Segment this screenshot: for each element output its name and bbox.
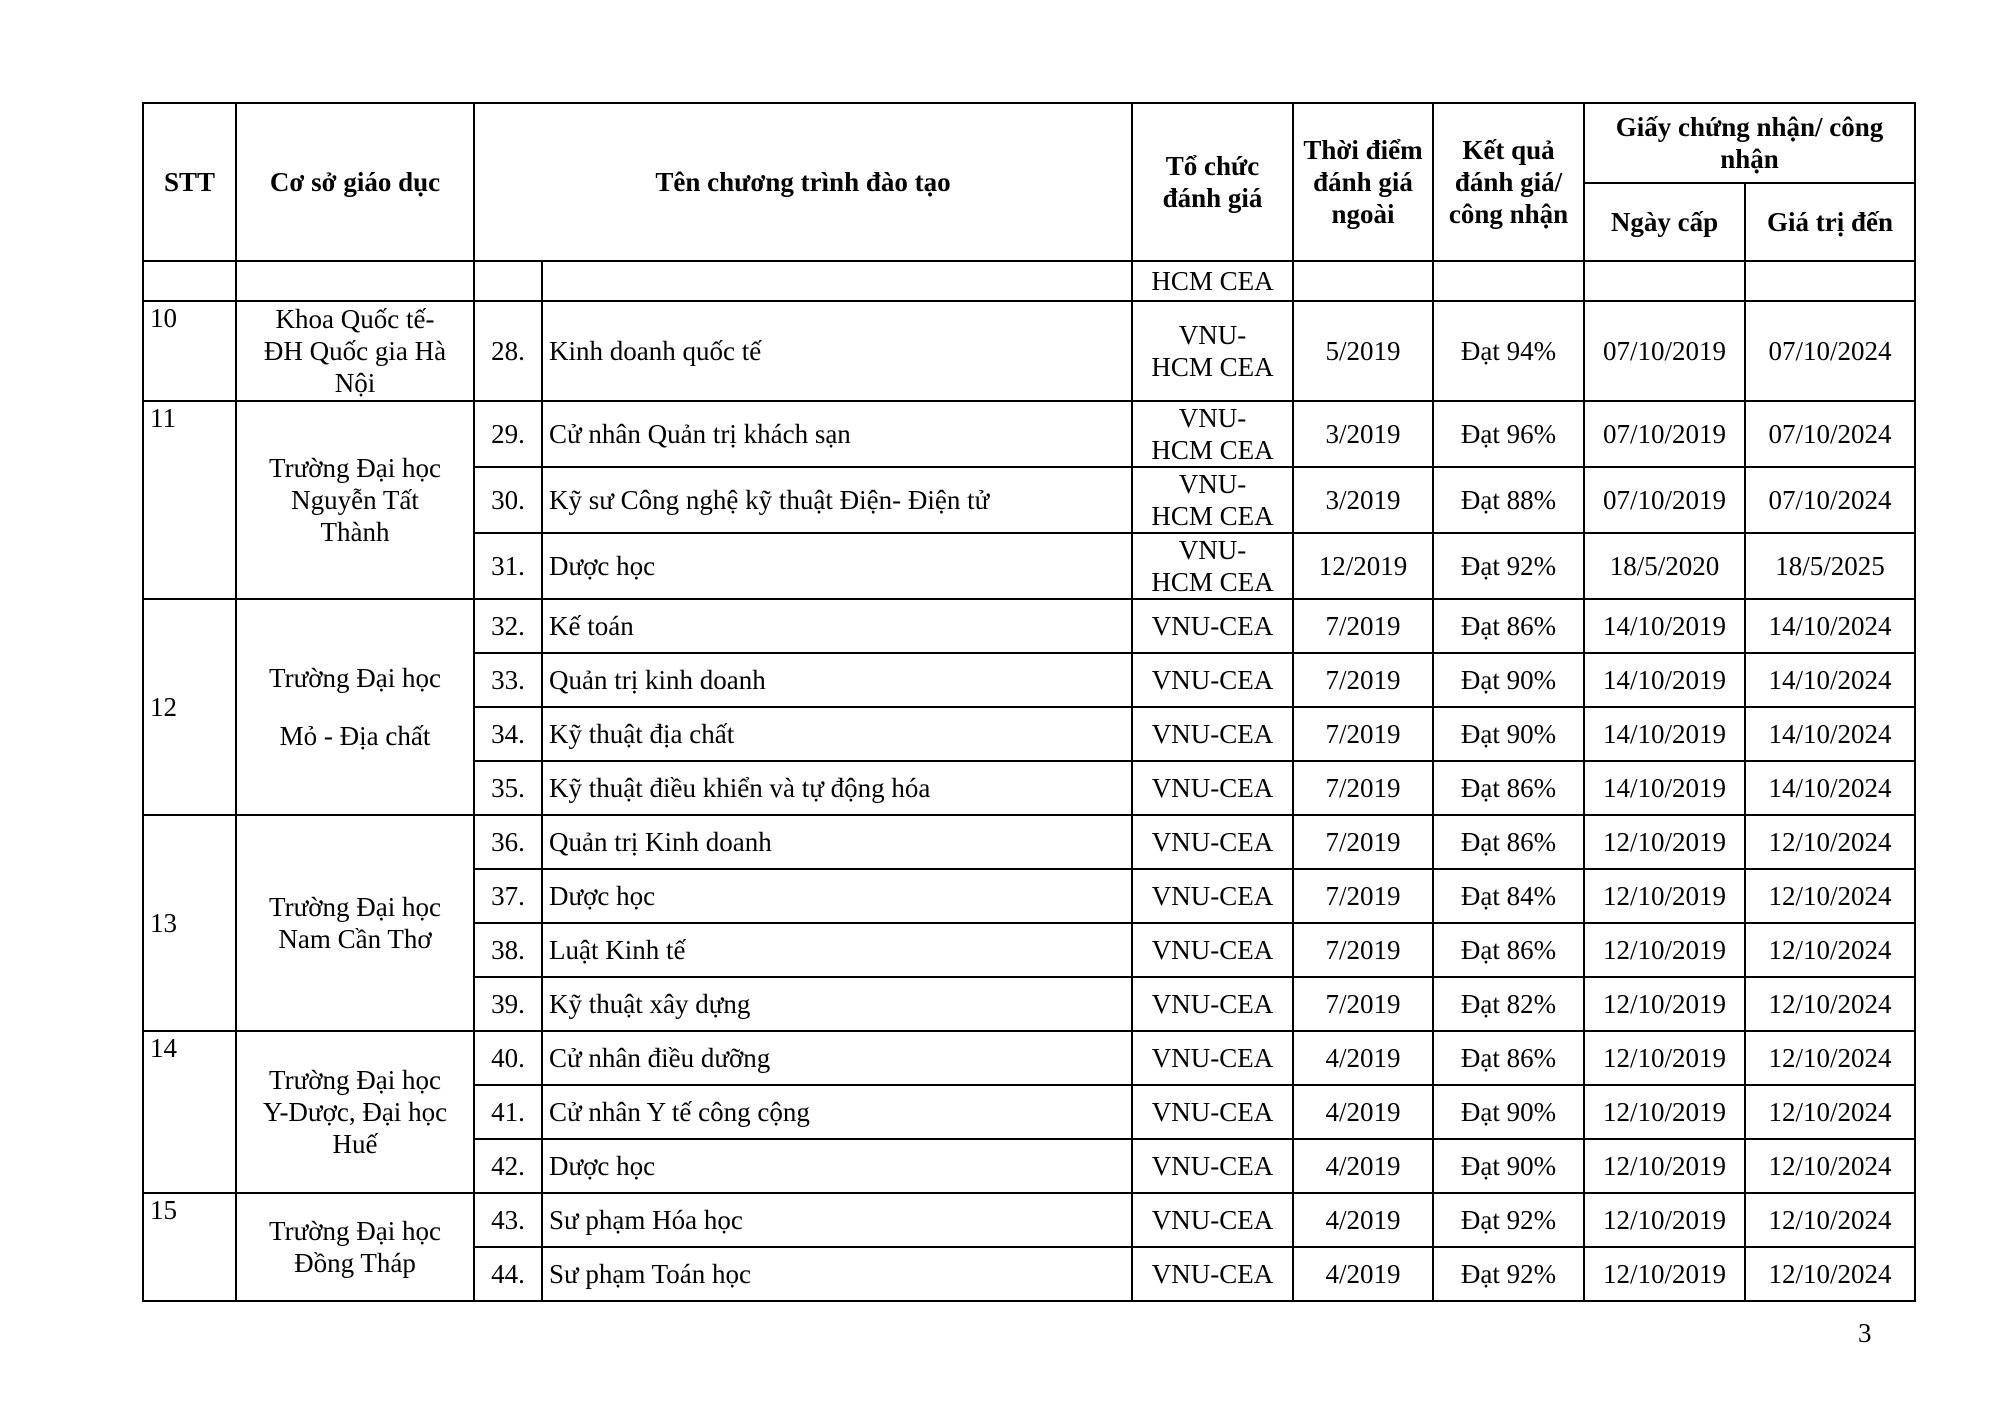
evaluation-result: Đạt 92% (1433, 1193, 1584, 1247)
program-name: Luật Kinh tế (542, 923, 1132, 977)
evaluation-time: 7/2019 (1293, 761, 1433, 815)
organization-cell: VNU-CEA (1132, 1139, 1293, 1193)
evaluation-time: 7/2019 (1293, 977, 1433, 1031)
valid-until: 12/10/2024 (1745, 869, 1915, 923)
valid-until: 14/10/2024 (1745, 761, 1915, 815)
program-number: 41. (474, 1085, 542, 1139)
accreditation-table (142, 102, 1916, 1302)
evaluation-result: Đạt 96% (1433, 401, 1584, 467)
header-stt: STT (143, 103, 236, 261)
program-number: 38. (474, 923, 542, 977)
issue-date: 12/10/2019 (1584, 815, 1745, 869)
program-name: Cử nhân điều dưỡng (542, 1031, 1132, 1085)
organization-cell: VNU-CEA (1132, 1247, 1293, 1301)
institution-line: Trường Đại học (269, 1216, 441, 1246)
organization-line: HCM CEA (1151, 567, 1274, 597)
program-number: 40. (474, 1031, 542, 1085)
table-row (143, 1031, 1915, 1085)
valid-until: 12/10/2024 (1745, 923, 1915, 977)
evaluation-time: 7/2019 (1293, 923, 1433, 977)
valid-until: 07/10/2024 (1745, 301, 1915, 401)
program-name: Kinh doanh quốc tế (542, 301, 1132, 401)
evaluation-result: Đạt 82% (1433, 977, 1584, 1031)
organization-cell: VNU-CEA (1132, 1031, 1293, 1085)
evaluation-result: Đạt 90% (1433, 653, 1584, 707)
program-number: 30. (474, 467, 542, 533)
issue-date: 12/10/2019 (1584, 1247, 1745, 1301)
program-name: Kỹ sư Công nghệ kỹ thuật Điện- Điện tử (542, 467, 1132, 533)
issue-date: 12/10/2019 (1584, 1031, 1745, 1085)
issue-date: 12/10/2019 (1584, 923, 1745, 977)
valid-until: 12/10/2024 (1745, 1139, 1915, 1193)
evaluation-time: 12/2019 (1293, 533, 1433, 599)
header-certificate: Giấy chứng nhận/ công nhận (1584, 103, 1915, 183)
issue-date: 14/10/2019 (1584, 707, 1745, 761)
organization-line: VNU- (1178, 535, 1247, 565)
program-number: 42. (474, 1139, 542, 1193)
table-body (143, 261, 1915, 1301)
evaluation-result: Đạt 90% (1433, 707, 1584, 761)
issue-date: 07/10/2019 (1584, 301, 1745, 401)
issue-date: 12/10/2019 (1584, 1085, 1745, 1139)
evaluation-result: Đạt 86% (1433, 923, 1584, 977)
stt-cell: 14 (143, 1031, 236, 1193)
institution-line: ĐH Quốc gia Hà (263, 336, 447, 366)
header-time: Thời điểm đánh giá ngoài (1293, 103, 1433, 261)
valid-until: 07/10/2024 (1745, 401, 1915, 467)
evaluation-time: 7/2019 (1293, 599, 1433, 653)
valid-until: 12/10/2024 (1745, 1031, 1915, 1085)
issue-date: 07/10/2019 (1584, 401, 1745, 467)
organization-cell: VNU-CEA (1132, 599, 1293, 653)
institution-cell (236, 599, 474, 815)
issue-date: 12/10/2019 (1584, 1193, 1745, 1247)
organization-cell: VNU-CEA (1132, 815, 1293, 869)
program-name: Cử nhân Y tế công cộng (542, 1085, 1132, 1139)
evaluation-time: 3/2019 (1293, 467, 1433, 533)
table-row (143, 401, 1915, 467)
program-name: Dược học (542, 869, 1132, 923)
issue-date: 12/10/2019 (1584, 1139, 1745, 1193)
program-number: 39. (474, 977, 542, 1031)
header-result: Kết quả đánh giá/ công nhận (1433, 103, 1584, 261)
valid-until: 14/10/2024 (1745, 599, 1915, 653)
organization-cell (1132, 467, 1293, 533)
program-number: 31. (474, 533, 542, 599)
issue-date: 07/10/2019 (1584, 467, 1745, 533)
institution-line: Y-Dược, Đại học (262, 1097, 448, 1127)
organization-line: HCM CEA (1151, 352, 1274, 382)
evaluation-time: 7/2019 (1293, 815, 1433, 869)
continuation-row (143, 261, 1915, 301)
stt-cell: 13 (143, 815, 236, 1031)
issue-date: 14/10/2019 (1584, 761, 1745, 815)
evaluation-result: Đạt 92% (1433, 1247, 1584, 1301)
evaluation-time: 5/2019 (1293, 301, 1433, 401)
program-name: Kỹ thuật xây dựng (542, 977, 1132, 1031)
table-row (143, 815, 1915, 869)
evaluation-time: 7/2019 (1293, 869, 1433, 923)
institution-line: Khoa Quốc tế- (275, 304, 435, 334)
program-number: 33. (474, 653, 542, 707)
program-number: 32. (474, 599, 542, 653)
table-row (143, 301, 1915, 401)
evaluation-time: 4/2019 (1293, 1031, 1433, 1085)
issue-date: 12/10/2019 (1584, 869, 1745, 923)
institution-line: Trường Đại học (269, 453, 441, 483)
institution-cell (236, 401, 474, 599)
table-row (143, 1193, 1915, 1247)
program-name: Kế toán (542, 599, 1132, 653)
institution-line: Huế (332, 1129, 378, 1159)
evaluation-time: 4/2019 (1293, 1085, 1433, 1139)
program-name: Dược học (542, 1139, 1132, 1193)
valid-until: 07/10/2024 (1745, 467, 1915, 533)
program-name: Sư phạm Hóa học (542, 1193, 1132, 1247)
organization-line: VNU- (1178, 320, 1247, 350)
organization-cell: VNU-CEA (1132, 761, 1293, 815)
stt-cell: 10 (143, 301, 236, 401)
evaluation-time: 7/2019 (1293, 707, 1433, 761)
organization-cell (1132, 533, 1293, 599)
header-institution: Cơ sở giáo dục (236, 103, 474, 261)
organization-cell: VNU-CEA (1132, 977, 1293, 1031)
evaluation-time: 3/2019 (1293, 401, 1433, 467)
institution-line: Thành (320, 517, 390, 547)
organization-line: VNU- (1178, 403, 1247, 433)
evaluation-result: Đạt 90% (1433, 1139, 1584, 1193)
valid-until: 14/10/2024 (1745, 653, 1915, 707)
institution-line: Mỏ - Địa chất (279, 721, 431, 751)
table-row (143, 599, 1915, 653)
program-number: 35. (474, 761, 542, 815)
evaluation-result: Đạt 90% (1433, 1085, 1584, 1139)
header-organization: Tổ chức đánh giá (1132, 103, 1293, 261)
institution-line: Trường Đại học (269, 663, 441, 693)
program-number: 29. (474, 401, 542, 467)
page-number: 3 (1858, 1318, 1872, 1348)
program-name: Dược học (542, 533, 1132, 599)
organization-line: VNU- (1178, 469, 1247, 499)
evaluation-result: Đạt 86% (1433, 815, 1584, 869)
institution-line: Đồng Tháp (294, 1248, 416, 1278)
issue-date: 14/10/2019 (1584, 599, 1745, 653)
organization-cell: VNU-CEA (1132, 707, 1293, 761)
program-number: 43. (474, 1193, 542, 1247)
program-number: 36. (474, 815, 542, 869)
program-name: Kỹ thuật điều khiển và tự động hóa (542, 761, 1132, 815)
valid-until: 18/5/2025 (1745, 533, 1915, 599)
program-number: 44. (474, 1247, 542, 1301)
institution-line: Nam Cần Thơ (278, 924, 432, 954)
evaluation-time: 4/2019 (1293, 1139, 1433, 1193)
organization-cell (1132, 301, 1293, 401)
continuation-org: HCM CEA (1132, 261, 1293, 301)
valid-until: 12/10/2024 (1745, 977, 1915, 1031)
program-number: 37. (474, 869, 542, 923)
evaluation-result: Đạt 88% (1433, 467, 1584, 533)
evaluation-result: Đạt 86% (1433, 599, 1584, 653)
program-number: 34. (474, 707, 542, 761)
program-name: Quản trị Kinh doanh (542, 815, 1132, 869)
valid-until: 14/10/2024 (1745, 707, 1915, 761)
program-name: Quản trị kinh doanh (542, 653, 1132, 707)
header-valid-until: Giá trị đến (1745, 183, 1915, 261)
evaluation-result: Đạt 94% (1433, 301, 1584, 401)
issue-date: 18/5/2020 (1584, 533, 1745, 599)
evaluation-time: 4/2019 (1293, 1247, 1433, 1301)
institution-cell (236, 1031, 474, 1193)
organization-line: HCM CEA (1151, 501, 1274, 531)
evaluation-result: Đạt 92% (1433, 533, 1584, 599)
institution-cell (236, 301, 474, 401)
evaluation-result: Đạt 84% (1433, 869, 1584, 923)
organization-line: HCM CEA (1151, 435, 1274, 465)
issue-date: 14/10/2019 (1584, 653, 1745, 707)
program-name: Sư phạm Toán học (542, 1247, 1132, 1301)
institution-line: Nguyễn Tất (291, 485, 419, 515)
organization-cell (1132, 401, 1293, 467)
institution-cell (236, 1193, 474, 1301)
evaluation-result: Đạt 86% (1433, 761, 1584, 815)
organization-cell: VNU-CEA (1132, 1193, 1293, 1247)
evaluation-result: Đạt 86% (1433, 1031, 1584, 1085)
valid-until: 12/10/2024 (1745, 815, 1915, 869)
organization-cell: VNU-CEA (1132, 923, 1293, 977)
organization-cell: VNU-CEA (1132, 653, 1293, 707)
program-number: 28. (474, 301, 542, 401)
evaluation-time: 4/2019 (1293, 1193, 1433, 1247)
institution-line: Trường Đại học (269, 892, 441, 922)
stt-cell: 11 (143, 401, 236, 599)
institution-cell (236, 815, 474, 1031)
valid-until: 12/10/2024 (1745, 1085, 1915, 1139)
organization-cell: VNU-CEA (1132, 1085, 1293, 1139)
program-name: Kỹ thuật địa chất (542, 707, 1132, 761)
stt-cell: 12 (143, 599, 236, 815)
header-issue-date: Ngày cấp (1584, 183, 1745, 261)
institution-line: Nội (334, 368, 376, 398)
program-name: Cử nhân Quản trị khách sạn (542, 401, 1132, 467)
stt-cell: 15 (143, 1193, 236, 1301)
institution-line: Trường Đại học (269, 1065, 441, 1095)
valid-until: 12/10/2024 (1745, 1193, 1915, 1247)
issue-date: 12/10/2019 (1584, 977, 1745, 1031)
valid-until: 12/10/2024 (1745, 1247, 1915, 1301)
organization-cell: VNU-CEA (1132, 869, 1293, 923)
header-program: Tên chương trình đào tạo (474, 103, 1132, 261)
evaluation-time: 7/2019 (1293, 653, 1433, 707)
